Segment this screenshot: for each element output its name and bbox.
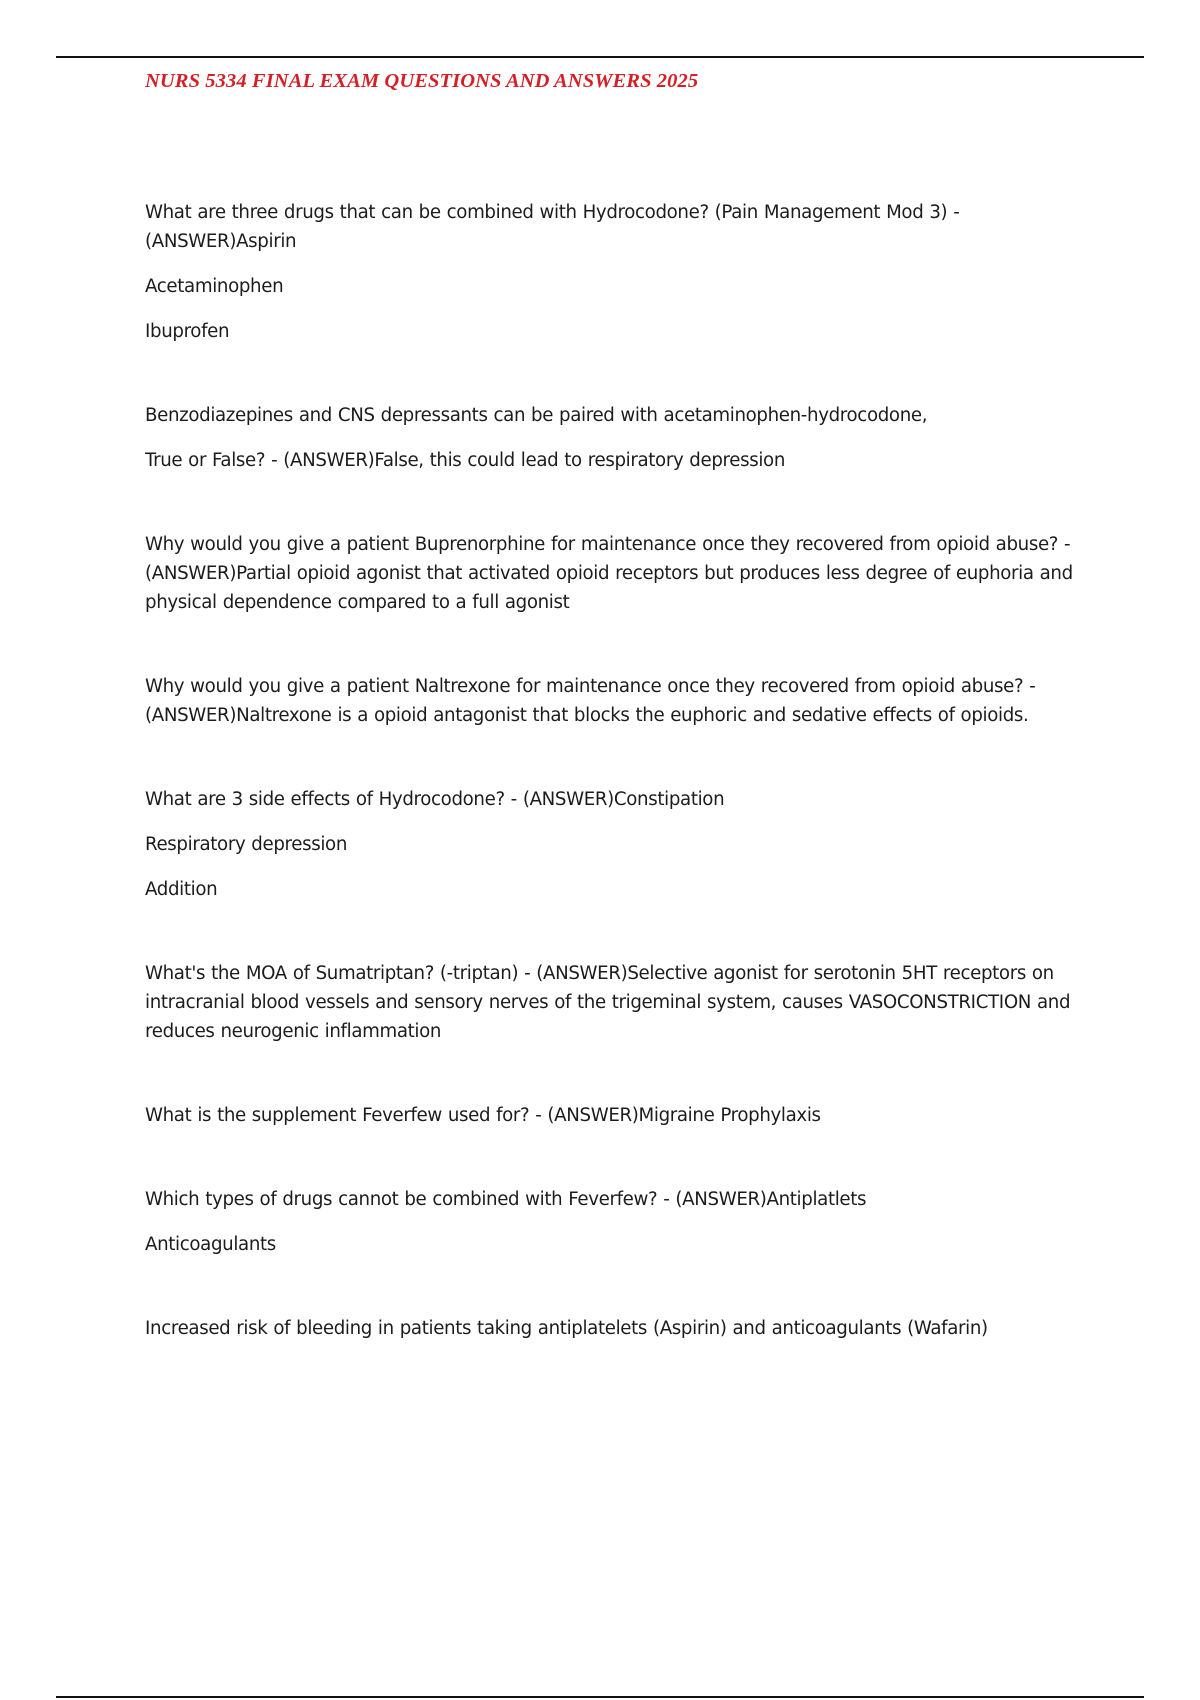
document-body xyxy=(145,198,1095,1398)
qa-paragraph: What are 3 side effects of Hydrocodone? - (ANSWER)Constipation xyxy=(145,789,725,810)
qa-paragraph: Ibuprofen xyxy=(145,321,230,342)
qa-paragraph: Anticoagulants xyxy=(145,1234,276,1255)
qa-paragraph: Which types of drugs cannot be combined with Feverfew? - (ANSWER)Antiplatlets xyxy=(145,1189,867,1210)
header-rule xyxy=(56,56,1144,58)
qa-item-4 xyxy=(145,672,1095,730)
qa-item-7 xyxy=(145,1101,1095,1130)
qa-paragraph: What are three drugs that can be combined with Hydrocodone? (Pain Management Mod 3) - (ANSWER)Aspirin xyxy=(145,202,960,252)
qa-paragraph: Why would you give a patient Naltrexone for maintenance once they recovered from opioid abuse? - (ANSWER)Naltrexone is a opioid antagonist that blocks the euphoric and sedative effects of opioids. xyxy=(145,676,1036,726)
qa-paragraph: Why would you give a patient Buprenorphine for maintenance once they recovered from opioid abuse? - (ANSWER)Partial opioid agonist that activated opioid receptors but produces less degree of euphoria and physical dependence compared to a full agonist xyxy=(145,534,1073,613)
qa-paragraph: Respiratory depression xyxy=(145,834,347,855)
qa-paragraph: Acetaminophen xyxy=(145,276,284,297)
qa-paragraph: Benzodiazepines and CNS depressants can be paired with acetaminophen-hydrocodone, xyxy=(145,405,928,426)
qa-paragraph: What is the supplement Feverfew used for? - (ANSWER)Migraine Prophylaxis xyxy=(145,1105,821,1126)
qa-paragraph: True or False? - (ANSWER)False, this could lead to respiratory depression xyxy=(145,450,785,471)
qa-item-3 xyxy=(145,530,1095,617)
qa-item-5 xyxy=(145,785,1095,904)
qa-paragraph: What's the MOA of Sumatriptan? (-triptan) - (ANSWER)Selective agonist for serotonin 5HT receptors on intracranial blood vessels and sensory nerves of the trigeminal system, causes VASOCONSTRICTION and reduces neurogenic inflammation xyxy=(145,963,1071,1042)
qa-item-1 xyxy=(145,198,1095,346)
qa-item-8 xyxy=(145,1185,1095,1259)
qa-paragraph: Addition xyxy=(145,879,218,900)
qa-item-6 xyxy=(145,959,1095,1046)
document-title: NURS 5334 FINAL EXAM QUESTIONS AND ANSWERS 2025 xyxy=(145,70,699,92)
qa-item-2 xyxy=(145,401,1095,475)
qa-paragraph: Increased risk of bleeding in patients taking antiplatelets (Aspirin) and anticoagulants (Wafarin) xyxy=(145,1318,988,1339)
qa-item-9 xyxy=(145,1314,1095,1343)
footer-rule xyxy=(56,1696,1144,1698)
